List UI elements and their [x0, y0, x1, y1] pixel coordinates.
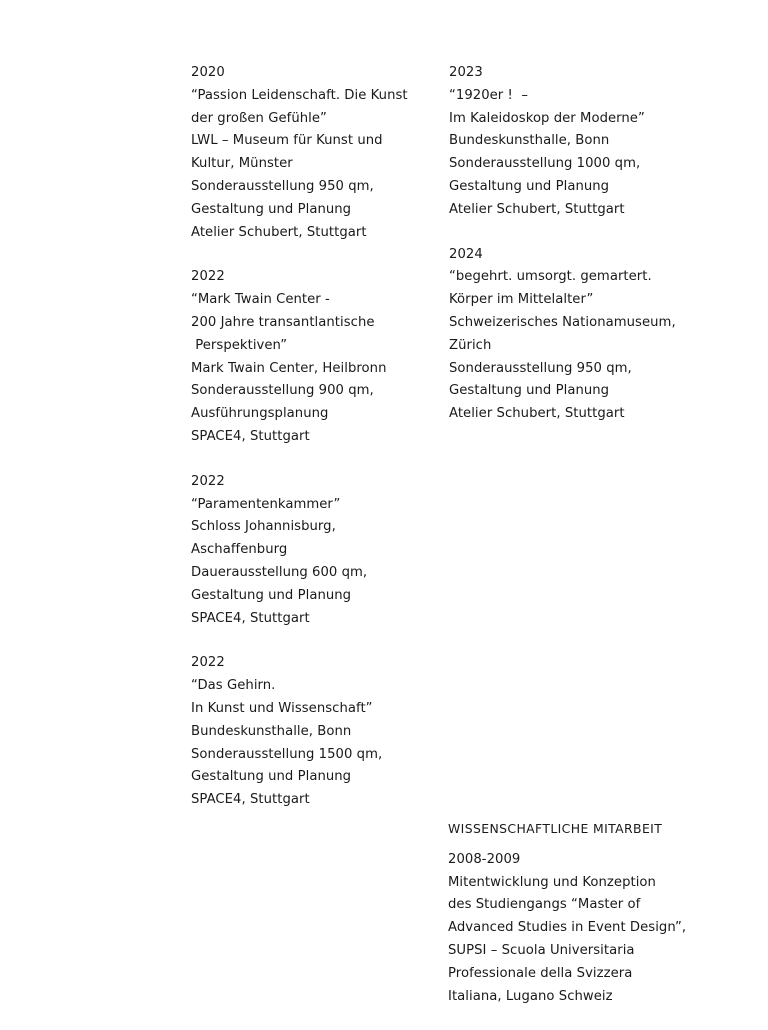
entry-title-line: “begehrt. umsorgt. gemartert. [449, 269, 652, 285]
entry-venue-line: Kultur, Münster [191, 156, 293, 172]
entry-size: Sonderausstellung 900 qm, [191, 383, 374, 399]
entry-title-line: “1920er ! – [449, 87, 528, 103]
entry-title-line: “Das Gehirn. [191, 678, 276, 694]
entry-office: Atelier Schubert, Stuttgart [449, 201, 625, 217]
exhibition-entry-gehirn [191, 652, 441, 812]
entry-role: Gestaltung und Planung [191, 587, 352, 603]
entry-role: Gestaltung und Planung [449, 178, 610, 194]
exhibition-entry-paramentenkammer [191, 471, 441, 631]
entry-year: 2008-2009 [448, 851, 521, 867]
exhibition-entry-begehrt [449, 244, 699, 426]
entry-title-line: “Mark Twain Center - [191, 292, 330, 308]
entry-size: Sonderausstellung 1000 qm, [449, 156, 641, 172]
entry-title-line: “Paramentenkammer” [191, 496, 341, 512]
entry-office: Atelier Schubert, Stuttgart [191, 224, 367, 240]
entry-title-line: der großen Gefühle” [191, 110, 327, 126]
entry-year: 2022 [191, 655, 225, 671]
entry-size: Sonderausstellung 1500 qm, [191, 746, 383, 762]
entry-office: Atelier Schubert, Stuttgart [449, 406, 625, 422]
entry-institution-line: Professionale della Svizzera [448, 965, 633, 981]
entry-role: Ausführungsplanung [191, 406, 329, 422]
entry-venue-line: Schloss Johannisburg, [191, 519, 336, 535]
entry-year: 2023 [449, 65, 483, 80]
entry-role: Gestaltung und Planung [191, 201, 352, 217]
entry-venue-line: Mark Twain Center, Heilbronn [191, 360, 387, 376]
exhibition-entry-passion [191, 62, 441, 244]
entry-venue-line: Aschaffenburg [191, 542, 288, 558]
left-column [191, 62, 441, 834]
entry-role: Gestaltung und Planung [449, 383, 610, 399]
entry-office: SPACE4, Stuttgart [191, 610, 310, 626]
research-section [448, 818, 748, 1030]
entry-office: SPACE4, Stuttgart [191, 792, 310, 808]
section-heading: WISSENSCHAFTLICHE MITARBEIT [448, 821, 663, 836]
entry-institution-line: Italiana, Lugano Schweiz [448, 988, 613, 1004]
entry-size: Sonderausstellung 950 qm, [191, 178, 374, 194]
entry-title-line: In Kunst und Wissenschaft” [191, 700, 373, 716]
exhibition-entry-mark-twain [191, 266, 441, 448]
entry-venue-line: Schweizerisches Nationamuseum, [449, 314, 676, 330]
entry-description-line: Advanced Studies in Event Design”, [448, 920, 687, 936]
right-column [449, 62, 699, 448]
entry-year: 2022 [191, 473, 225, 489]
entry-office: SPACE4, Stuttgart [191, 428, 310, 444]
exhibition-entry-1920er [449, 62, 699, 222]
entry-role: Gestaltung und Planung [191, 769, 352, 785]
entry-venue-line: LWL – Museum für Kunst und [191, 133, 383, 149]
research-entry [448, 849, 748, 1009]
entry-title-line: “Passion Leidenschaft. Die Kunst [191, 87, 408, 103]
entry-title-line: Perspektiven” [191, 337, 288, 353]
entry-year: 2022 [191, 269, 225, 285]
entry-venue-line: Bundeskunsthalle, Bonn [191, 723, 352, 739]
entry-year: 2020 [191, 65, 225, 80]
entry-venue-line: Zürich [449, 337, 492, 353]
entry-size: Sonderausstellung 950 qm, [449, 360, 632, 376]
entry-year: 2024 [449, 246, 483, 262]
entry-size: Dauerausstellung 600 qm, [191, 564, 368, 580]
entry-institution-line: SUPSI – Scuola Universitaria [448, 942, 635, 958]
entry-description-line: des Studiengangs “Master of [448, 897, 641, 913]
entry-title-line: Im Kaleidoskop der Moderne” [449, 110, 645, 126]
entry-title-line: Körper im Mittelalter” [449, 292, 594, 308]
entry-title-line: 200 Jahre transantlantische [191, 314, 375, 330]
entry-venue-line: Bundeskunsthalle, Bonn [449, 133, 610, 149]
entry-description-line: Mitentwicklung und Konzeption [448, 874, 656, 890]
